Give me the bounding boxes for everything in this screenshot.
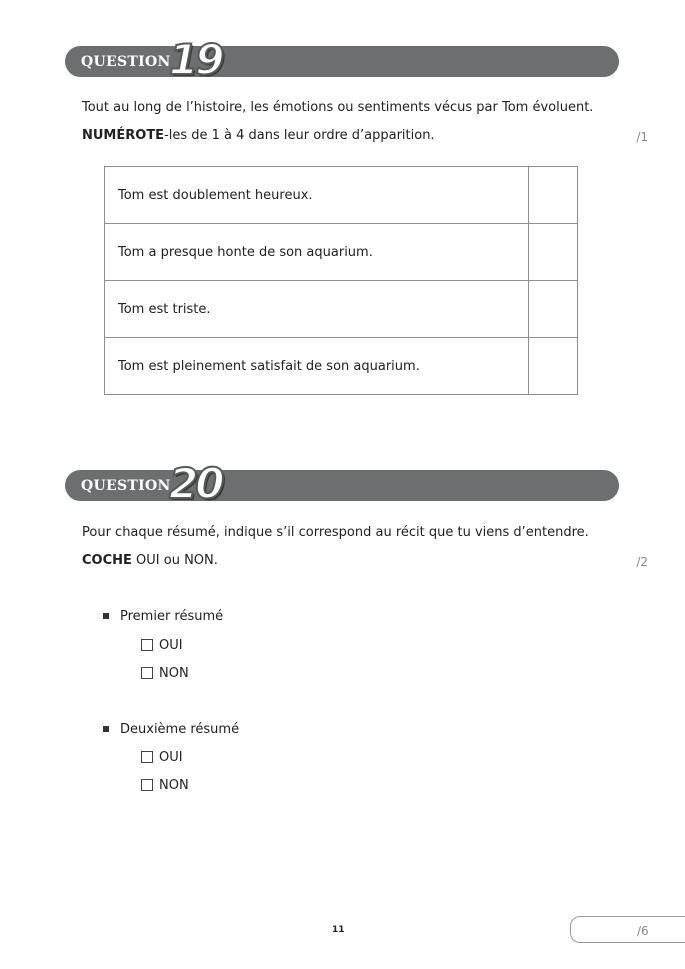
checkbox-label: NON bbox=[159, 778, 189, 793]
ordering-statement: Tom a presque honte de son aquarium. bbox=[105, 224, 529, 281]
table-row bbox=[105, 167, 578, 224]
table-row bbox=[105, 338, 578, 395]
summary-item bbox=[103, 722, 239, 737]
ordering-statement: Tom est doublement heureux. bbox=[105, 167, 529, 224]
checkbox-label: OUI bbox=[159, 750, 183, 765]
total-score-box bbox=[570, 916, 685, 943]
square-bullet-icon bbox=[103, 613, 109, 619]
question-number: 19 bbox=[169, 35, 222, 84]
checkbox-icon[interactable] bbox=[141, 779, 153, 791]
summary-title: Deuxième résumé bbox=[120, 722, 240, 737]
ordering-statement: Tom est triste. bbox=[105, 281, 529, 338]
q20-instruction bbox=[82, 553, 218, 568]
checkbox-label: NON bbox=[159, 666, 189, 681]
question-number: 20 bbox=[169, 459, 222, 508]
square-bullet-icon bbox=[103, 726, 109, 732]
order-number-box[interactable] bbox=[529, 338, 578, 395]
order-number-box[interactable] bbox=[529, 224, 578, 281]
checkbox-icon[interactable] bbox=[141, 667, 153, 679]
summary-title: Premier résumé bbox=[120, 609, 224, 624]
q19-prompt: Tout au long de l’histoire, les émotions ou sentiments vécus par Tom évoluent. bbox=[82, 100, 594, 115]
q19-score: /1 bbox=[636, 130, 648, 144]
checkbox-non[interactable] bbox=[141, 778, 189, 793]
table-row bbox=[105, 224, 578, 281]
checkbox-icon[interactable] bbox=[141, 639, 153, 651]
question-label: QUESTION bbox=[81, 478, 171, 494]
ordering-statement: Tom est pleinement satisfait de son aquarium. bbox=[105, 338, 529, 395]
q20-instruction-verb: COCHE bbox=[82, 553, 132, 568]
checkbox-oui[interactable] bbox=[141, 750, 183, 765]
q20-score: /2 bbox=[636, 555, 648, 569]
question-19-header bbox=[65, 35, 619, 84]
checkbox-label: OUI bbox=[159, 638, 183, 653]
q19-instruction-verb: NUMÉROTE bbox=[82, 128, 165, 143]
page-number: 11 bbox=[332, 925, 345, 935]
checkbox-oui[interactable] bbox=[141, 638, 183, 653]
total-score: /6 bbox=[637, 924, 649, 938]
q20-instruction-rest: OUI ou NON. bbox=[131, 553, 218, 568]
q19-instruction bbox=[82, 128, 435, 143]
question-label: QUESTION bbox=[81, 54, 171, 70]
table-row bbox=[105, 281, 578, 338]
ordering-table bbox=[104, 166, 578, 395]
checkbox-icon[interactable] bbox=[141, 751, 153, 763]
order-number-box[interactable] bbox=[529, 167, 578, 224]
q19-instruction-rest: -les de 1 à 4 dans leur ordre d’apparition. bbox=[164, 128, 435, 143]
summary-item bbox=[103, 609, 223, 624]
q20-prompt: Pour chaque résumé, indique s’il correspond au récit que tu viens d’entendre. bbox=[82, 525, 589, 540]
question-20-header bbox=[65, 459, 619, 508]
order-number-box[interactable] bbox=[529, 281, 578, 338]
checkbox-non[interactable] bbox=[141, 666, 189, 681]
